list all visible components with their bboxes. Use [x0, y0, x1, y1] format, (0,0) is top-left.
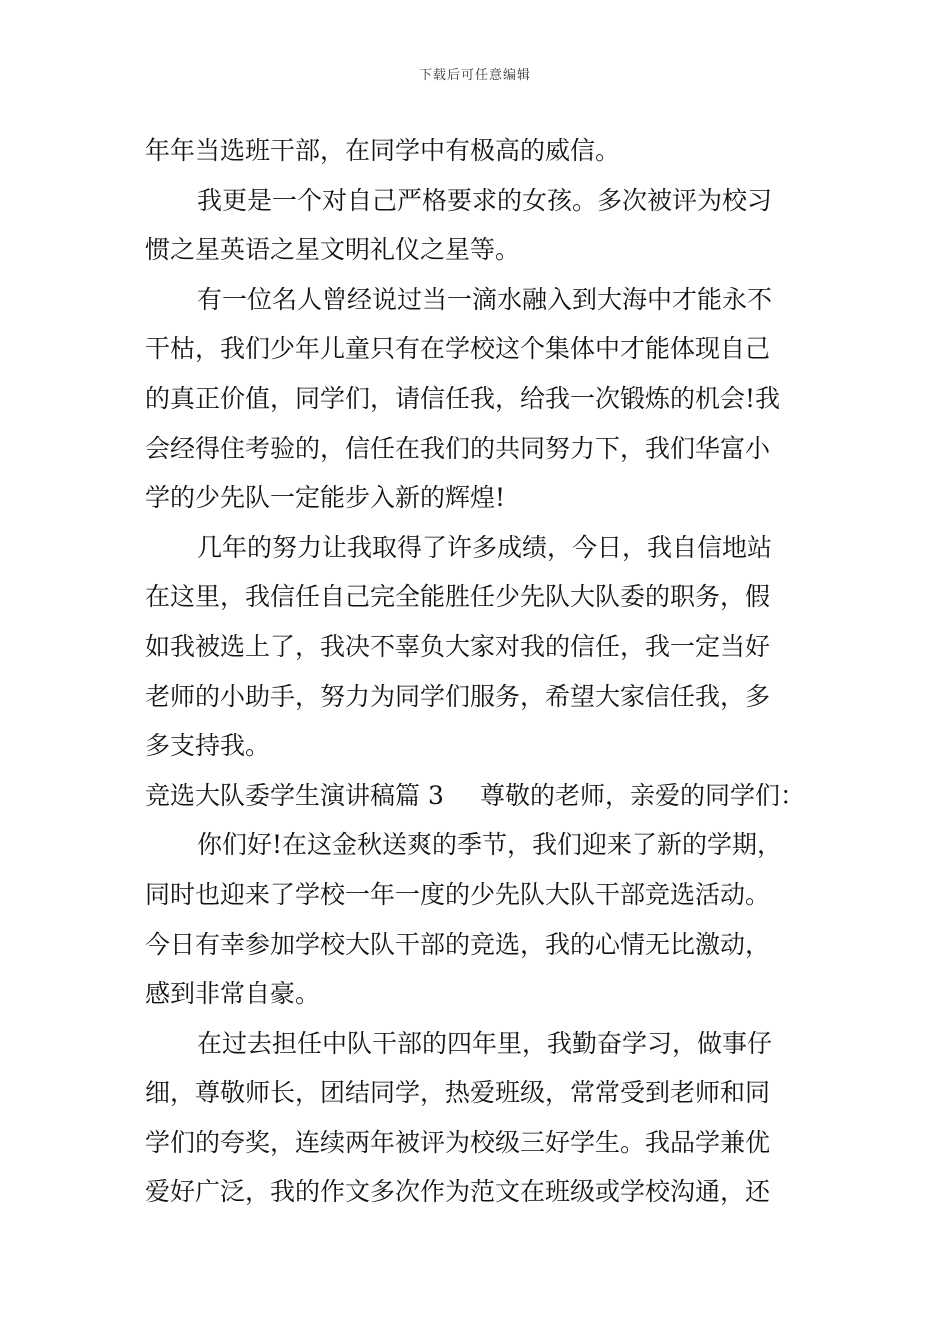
paragraph-start: 我更是一个对自己严格要求的女孩。多次被评为校习 [197, 185, 773, 215]
section-heading-row [145, 771, 805, 821]
text-line: 在这里，我信任自己完全能胜任少先队大队委的职务，假 [145, 582, 771, 612]
page-header: 下载后可任意编辑 [418, 68, 531, 83]
text-line: 干枯，我们少年儿童只有在学校这个集体中才能体现自己 [145, 334, 771, 364]
text-line: 学们的夸奖，连续两年被评为校级三好学生。我品学兼优 [145, 1127, 771, 1157]
text-line: 多支持我。 [145, 731, 271, 761]
text-line: 会经得住考验的，信任在我们的共同努力下，我们华富小 [145, 433, 771, 463]
salutation: 尊敬的老师，亲爱的同学们： [479, 780, 805, 810]
text-line: 的真正价值，同学们，请信任我，给我一次锻炼的机会!我 [145, 383, 781, 413]
paragraph-start: 你们好!在这金秋送爽的季节，我们迎来了新的学期， [197, 830, 783, 860]
text-line: 年年当选班干部，在同学中有极高的威信。 [145, 136, 621, 165]
paragraph-start: 几年的努力让我取得了许多成绩，今日，我自信地站 [197, 532, 773, 562]
text-line: 感到非常自豪。 [145, 979, 321, 1009]
paragraph-start: 在过去担任中队干部的四年里，我勤奋学习，做事仔 [197, 1028, 773, 1058]
paragraph-start: 有一位名人曾经说过当一滴水融入到大海中才能永不 [197, 284, 773, 314]
text-line: 细，尊敬师长，团结同学，热爱班级，常常受到老师和同 [145, 1078, 771, 1108]
text-line: 同时也迎来了学校一年一度的少先队大队干部竞选活动。 [145, 879, 771, 909]
text-line: 老师的小助手，努力为同学们服务，希望大家信任我，多 [145, 681, 771, 711]
section-heading: 竞选大队委学生演讲稿篇 3 [145, 780, 444, 810]
text-line: 惯之星英语之星文明礼仪之星等。 [145, 235, 521, 265]
document-body [145, 126, 805, 1217]
text-line: 今日有幸参加学校大队干部的竞选，我的心情无比激动， [145, 929, 771, 959]
text-line: 爱好广泛，我的作文多次作为范文在班级或学校沟通，还 [145, 1177, 771, 1207]
text-line: 学的少先队一定能步入新的辉煌! [145, 483, 506, 513]
text-line: 如我被选上了，我决不辜负大家对我的信任，我一定当好 [145, 631, 771, 661]
